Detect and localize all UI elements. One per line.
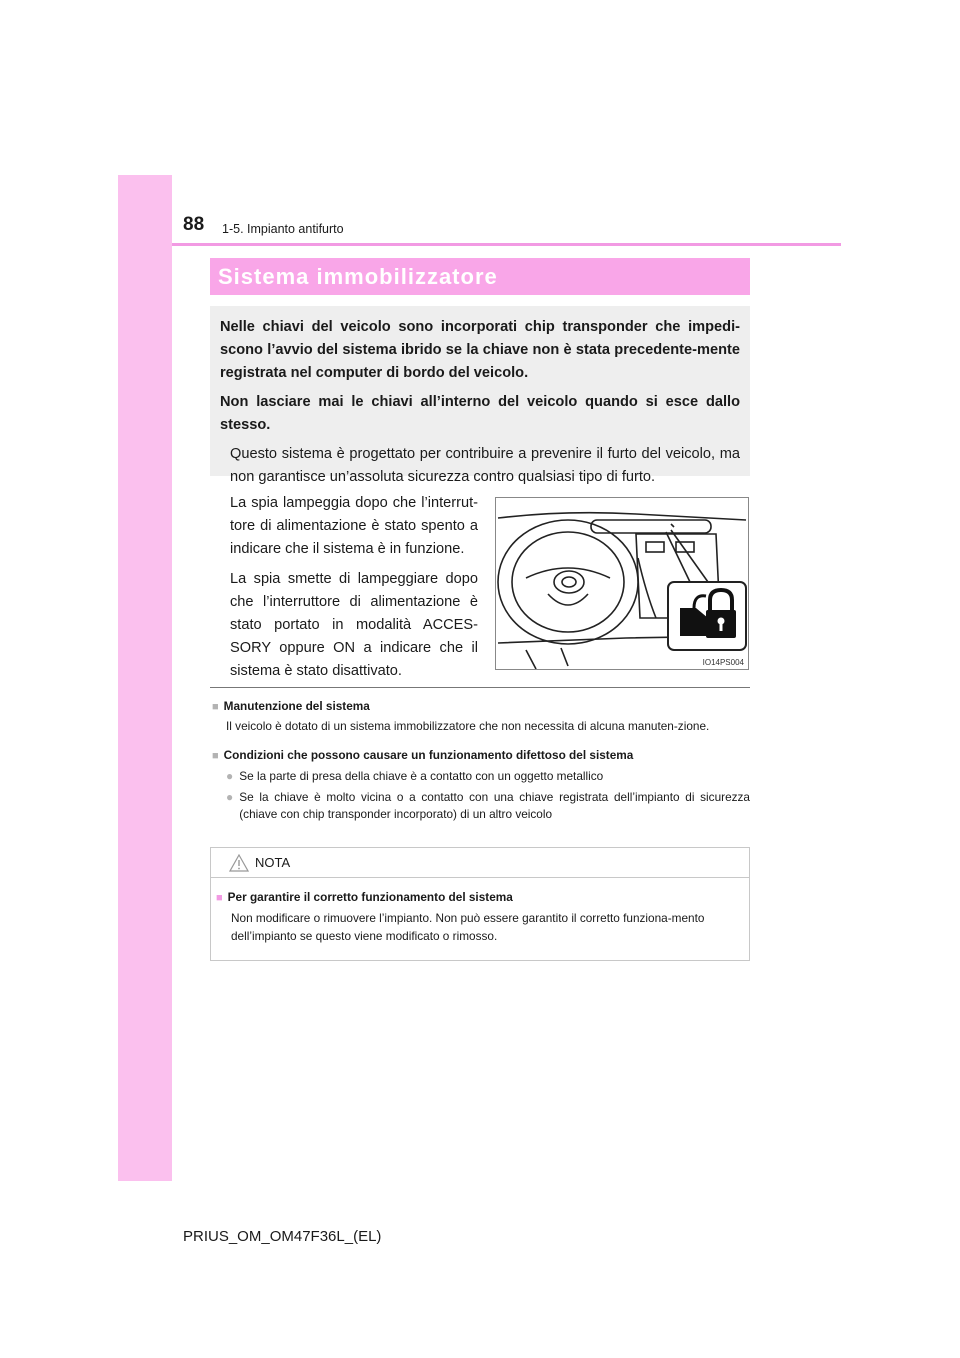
- note-heading-conditions: [212, 747, 750, 764]
- dashboard-illustration: [495, 497, 749, 670]
- footer-code: PRIUS_OM_OM47F36L_(EL): [183, 1228, 382, 1245]
- intro-bold-1: Nelle chiavi del veicolo sono incorporati chip transponder che impedi-scono l’avvio del sistema ibrido se la chiave non è stata precedente-mente registrata nel computer di bordo del veicolo.: [220, 319, 740, 381]
- note-heading-text: Manutenzione del sistema: [223, 699, 370, 713]
- nota-body: [211, 878, 749, 945]
- note-text-maintenance: Il veicolo è dotato di un sistema immobilizzatore che non necessita di alcuna manuten-zione.: [226, 719, 710, 733]
- note-heading-maintenance: [212, 698, 750, 715]
- nota-heading: [216, 889, 749, 906]
- intro-box: [210, 306, 750, 485]
- nota-header: [211, 848, 749, 878]
- description: [230, 492, 478, 690]
- nota-label: NOTA: [255, 855, 291, 870]
- list-item: [226, 768, 750, 785]
- section-divider: [210, 687, 750, 688]
- title-bar: [210, 258, 750, 295]
- page-title: Sistema immobilizzatore: [218, 264, 498, 289]
- side-tab: [118, 175, 172, 1181]
- square-bullet-icon: ■: [212, 701, 219, 713]
- notes-section: [212, 698, 750, 823]
- nota-box: [210, 847, 750, 961]
- warning-triangle-icon: [229, 854, 249, 872]
- intro-bold-2: Non lasciare mai le chiavi all’interno del veicolo quando si esce dallo stesso.: [220, 394, 740, 433]
- square-bullet-icon: ■: [212, 750, 219, 762]
- square-bullet-icon: ■: [216, 892, 223, 904]
- header-rule: [172, 243, 841, 246]
- list-item-text: Se la chiave è molto vicina o a contatto con una chiave registrata dell’impianto di sicurezza (chiave con chip transponder incorporato) di un altro veicolo: [239, 790, 750, 821]
- nota-text: Non modificare o rimuovere l’impianto. Non può essere garantito il corretto funziona-mento dell’impianto se questo viene modificato o rimosso.: [231, 911, 705, 943]
- dashboard-drawing: [496, 498, 748, 669]
- description-paragraph-1: La spia lampeggia dopo che l’interrut-tore di alimentazione è stato spento a indicare che il sistema è in funzione.: [230, 495, 478, 557]
- circle-bullet-icon: ●: [226, 769, 234, 783]
- figure-code: IO14PS004: [702, 658, 744, 667]
- circle-bullet-icon: ●: [226, 790, 234, 804]
- list-item-text: Se la parte di presa della chiave è a contatto con un oggetto metallico: [239, 769, 604, 783]
- nota-heading-text: Per garantire il corretto funzionamento del sistema: [227, 890, 513, 904]
- note-heading-text: Condizioni che possono causare un funzionamento difettoso del sistema: [223, 748, 634, 762]
- list-item: [226, 789, 750, 823]
- page-number: 88: [183, 214, 205, 235]
- intro-plain: Questo sistema è progettato per contribuire a prevenire il furto del veicolo, ma non garantisce un’assoluta sicurezza contro qualsiasi tipo di furto.: [230, 446, 740, 485]
- description-paragraph-2: La spia smette di lampeggiare dopo che l’interruttore di alimentazione è stato portato in modalità ACCES-SORY oppure ON a indicare che il sistema è stato disattivato.: [230, 571, 478, 679]
- section-reference: 1-5. Impianto antifurto: [222, 222, 344, 236]
